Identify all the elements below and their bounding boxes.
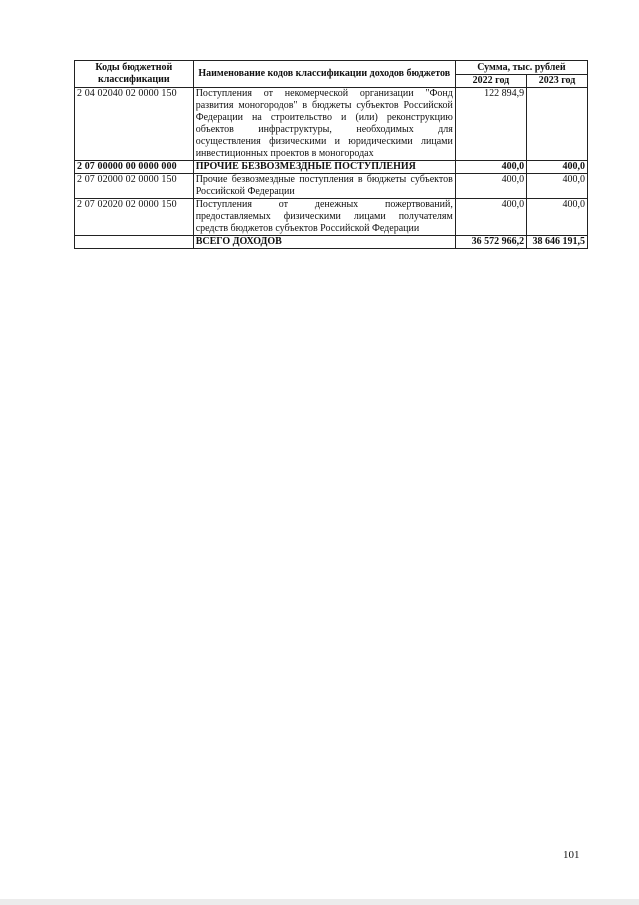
row-value-2022: 122 894,9 <box>455 88 526 161</box>
row-value-2022: 36 572 966,2 <box>455 236 526 249</box>
row-name: Поступления от денежных пожертвований, предоставляемых физическими лицами получателям средств бюджетов субъектов Российской Федерации <box>193 199 455 236</box>
table-total-row <box>75 236 588 249</box>
row-name: Прочие безвозмездные поступления в бюджеты субъектов Российской Федерации <box>193 174 455 199</box>
row-name: Поступления от некомерческой организации "Фонд развития моногородов" в бюджеты субъектов Российской Федерации на строительство и (или) реконструкцию объектов инфраструктуры, необходимых для осуществления физическими и юридическими лицами инвестиционных проектов в моногородах <box>193 88 455 161</box>
header-year-2022: 2022 год <box>455 75 526 88</box>
row-value-2023: 400,0 <box>527 199 588 236</box>
header-codes: Коды бюджетной классификации <box>75 61 194 88</box>
row-value-2022: 400,0 <box>455 174 526 199</box>
row-name: ВСЕГО ДОХОДОВ <box>193 236 455 249</box>
row-code: 2 07 02020 02 0000 150 <box>75 199 194 236</box>
row-code: 2 07 00000 00 0000 000 <box>75 161 194 174</box>
page-number: 101 <box>563 849 580 861</box>
revenue-table <box>74 60 588 249</box>
header-sum: Сумма, тыс. рублей <box>455 61 587 75</box>
row-code: 2 04 02040 02 0000 150 <box>75 88 194 161</box>
row-value-2023: 38 646 191,5 <box>527 236 588 249</box>
row-value-2022: 400,0 <box>455 161 526 174</box>
header-year-2023: 2023 год <box>527 75 588 88</box>
row-value-2023 <box>527 88 588 161</box>
scan-bottom-edge <box>0 899 639 905</box>
table-row <box>75 199 588 236</box>
table-row <box>75 174 588 199</box>
row-name: ПРОЧИЕ БЕЗВОЗМЕЗДНЫЕ ПОСТУПЛЕНИЯ <box>193 161 455 174</box>
row-value-2022: 400,0 <box>455 199 526 236</box>
row-code: 2 07 02000 02 0000 150 <box>75 174 194 199</box>
row-value-2023: 400,0 <box>527 174 588 199</box>
table-header-row <box>75 61 588 75</box>
header-name: Наименование кодов классификации доходов бюджетов <box>193 61 455 88</box>
table-row <box>75 161 588 174</box>
row-value-2023: 400,0 <box>527 161 588 174</box>
table-row <box>75 88 588 161</box>
row-code <box>75 236 194 249</box>
